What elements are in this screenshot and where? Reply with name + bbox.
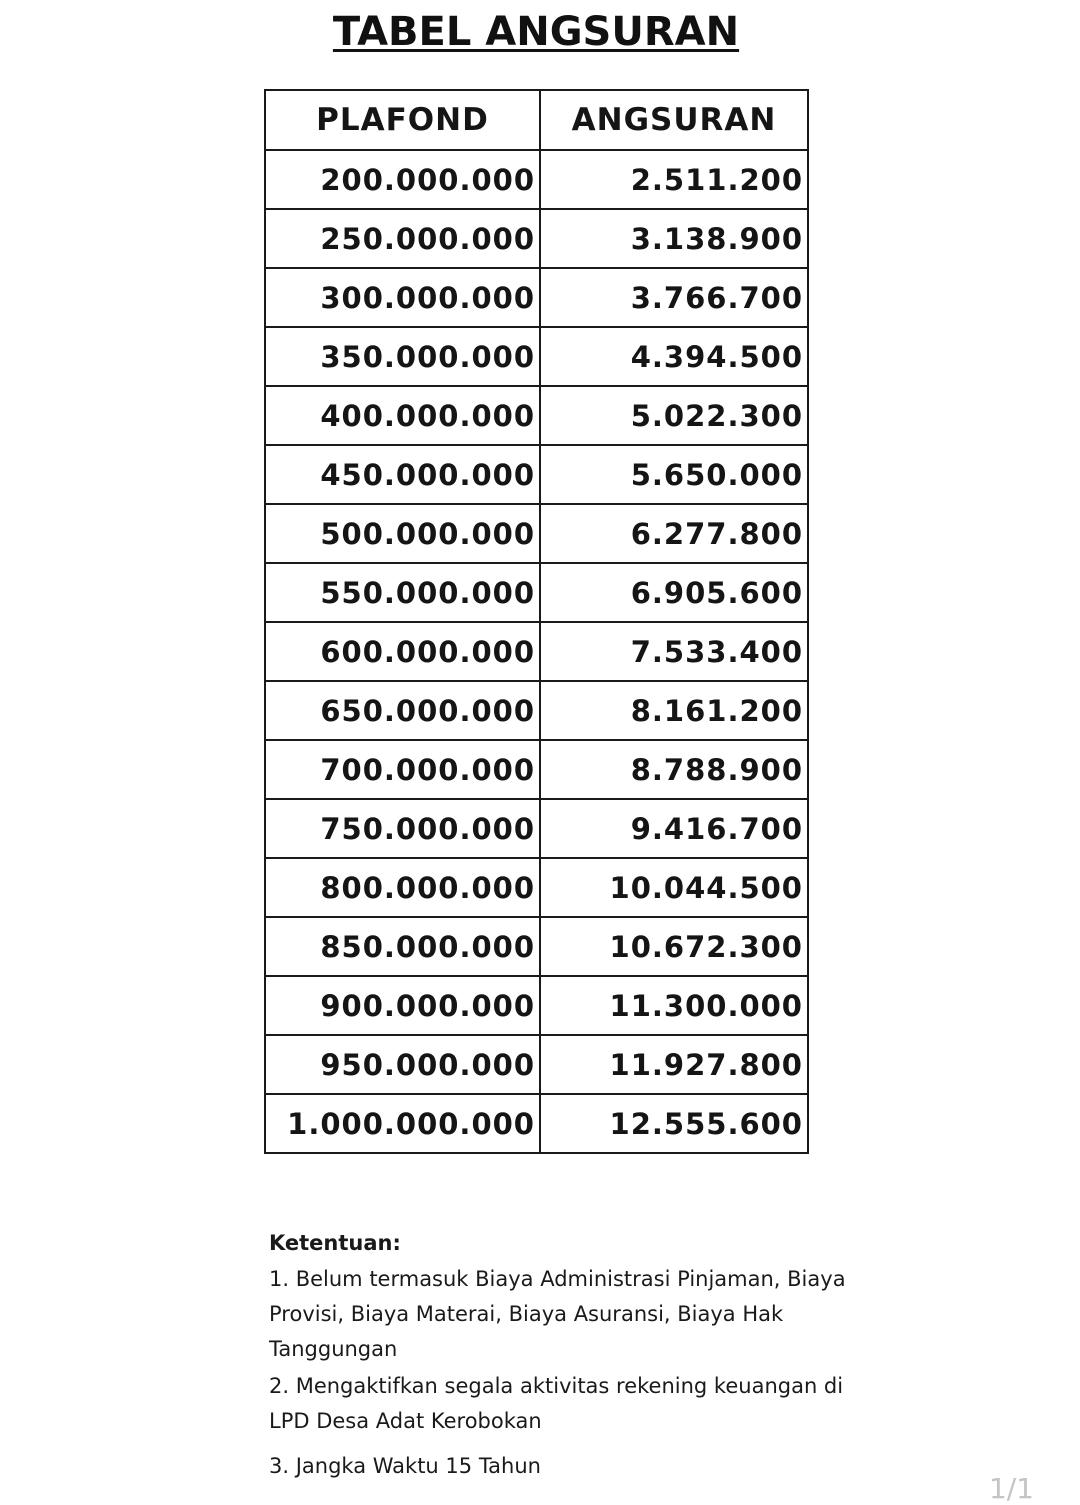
plafond-cell: 400.000.000 [265, 386, 540, 445]
table-row [265, 268, 808, 327]
table-row [265, 445, 808, 504]
title-text: TABEL ANGSURAN [332, 9, 740, 55]
angsuran-cell: 8.788.900 [540, 740, 808, 799]
plafond-cell: 200.000.000 [265, 150, 540, 209]
table-row [265, 563, 808, 622]
angsuran-cell: 10.044.500 [540, 858, 808, 917]
table-row [265, 799, 808, 858]
angsuran-cell: 3.138.900 [540, 209, 808, 268]
page-indicator: 1/1 [988, 1472, 1034, 1505]
table-row [265, 209, 808, 268]
angsuran-cell: 2.511.200 [540, 150, 808, 209]
terms-section [269, 1226, 889, 1484]
installment-table [264, 89, 809, 1154]
table-row [265, 1035, 808, 1094]
angsuran-cell: 11.927.800 [540, 1035, 808, 1094]
terms-item-2: 2. Mengaktifkan segala aktivitas rekening keuangan di LPD Desa Adat Kerobokan [269, 1374, 844, 1433]
terms-heading: Ketentuan: [269, 1231, 401, 1255]
angsuran-cell: 9.416.700 [540, 799, 808, 858]
angsuran-cell: 8.161.200 [540, 681, 808, 740]
table-row [265, 1094, 808, 1153]
plafond-cell: 650.000.000 [265, 681, 540, 740]
angsuran-cell: 11.300.000 [540, 976, 808, 1035]
table-row [265, 858, 808, 917]
table-row [265, 622, 808, 681]
angsuran-cell: 7.533.400 [540, 622, 808, 681]
page-title [0, 6, 1072, 58]
plafond-cell: 700.000.000 [265, 740, 540, 799]
plafond-cell: 600.000.000 [265, 622, 540, 681]
table-row [265, 740, 808, 799]
angsuran-cell: 3.766.700 [540, 268, 808, 327]
plafond-cell: 1.000.000.000 [265, 1094, 540, 1153]
angsuran-cell: 12.555.600 [540, 1094, 808, 1153]
terms-item-3: 3. Jangka Waktu 15 Tahun [269, 1454, 541, 1478]
plafond-cell: 250.000.000 [265, 209, 540, 268]
table-row [265, 917, 808, 976]
angsuran-cell: 4.394.500 [540, 327, 808, 386]
plafond-cell: 450.000.000 [265, 445, 540, 504]
angsuran-cell: 6.277.800 [540, 504, 808, 563]
plafond-cell: 800.000.000 [265, 858, 540, 917]
plafond-cell: 500.000.000 [265, 504, 540, 563]
plafond-cell: 750.000.000 [265, 799, 540, 858]
angsuran-cell: 10.672.300 [540, 917, 808, 976]
angsuran-cell: 6.905.600 [540, 563, 808, 622]
plafond-cell: 950.000.000 [265, 1035, 540, 1094]
plafond-cell: 350.000.000 [265, 327, 540, 386]
table-row [265, 327, 808, 386]
angsuran-cell: 5.022.300 [540, 386, 808, 445]
table-row [265, 504, 808, 563]
column-header-plafond: PLAFOND [265, 90, 540, 150]
table-row [265, 150, 808, 209]
plafond-cell: 900.000.000 [265, 976, 540, 1035]
plafond-cell: 300.000.000 [265, 268, 540, 327]
terms-item-1: 1. Belum termasuk Biaya Administrasi Pinjaman, Biaya Provisi, Biaya Materai, Biaya Asuransi, Biaya Hak Tanggungan [269, 1267, 846, 1361]
column-header-angsuran: ANGSURAN [540, 90, 808, 150]
table-header-row [265, 90, 808, 150]
plafond-cell: 550.000.000 [265, 563, 540, 622]
table-row [265, 681, 808, 740]
angsuran-cell: 5.650.000 [540, 445, 808, 504]
table-row [265, 976, 808, 1035]
plafond-cell: 850.000.000 [265, 917, 540, 976]
table-row [265, 386, 808, 445]
